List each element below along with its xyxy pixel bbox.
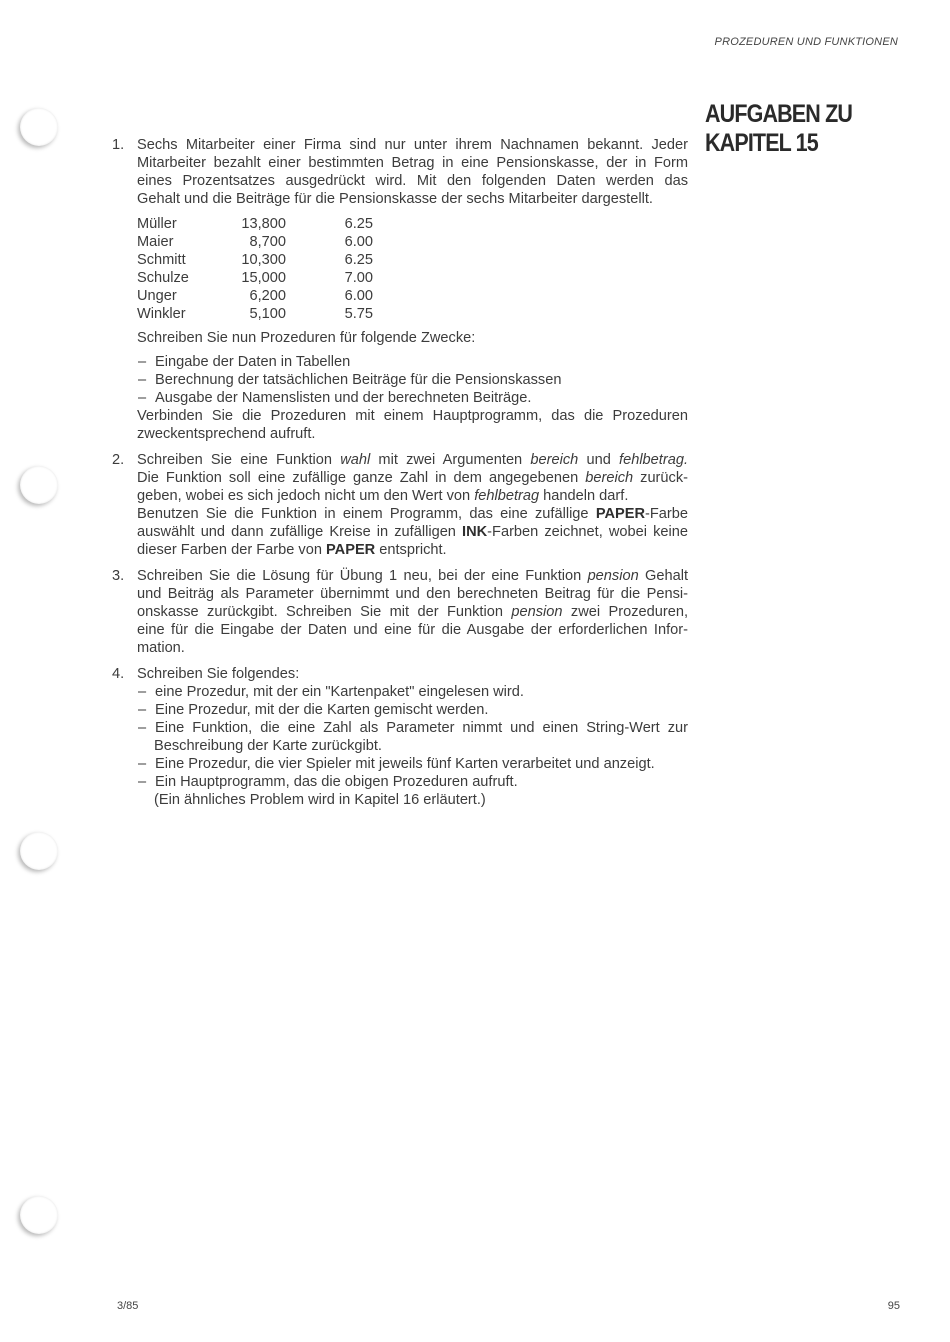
paragraph-line: zweckentsprechend aufruft. [137,426,316,442]
paragraph-line: Schreiben Sie eine Funktion wahl mit zwei Argumenten bereich und fehlbetrag. [137,452,688,468]
paragraph-line: eine für die Eingabe der Daten und eine für die Ausgabe der erforderlichen Infor- [137,622,688,638]
chapter-exercises-title [705,100,852,158]
salary-cell: 13,800 [241,216,286,232]
salary-cell: 10,300 [241,252,286,268]
salary-cell: 15,000 [241,270,286,286]
employee-name: Schulze [137,270,189,286]
list-item: – Berechnung der tatsächlichen Beiträge für die Pensionskassen [138,372,562,388]
paragraph-line: eines Prozentsatzes ausgedrückt wird. Mit den folgenden Daten werden das [137,173,688,189]
paragraph-line: mation. [137,640,185,656]
exercise-number: 1. [112,137,125,153]
table-row [137,305,373,323]
punch-hole-4 [20,1196,58,1234]
paragraph-line: und Beiträg als Parameter übernimmt und den berechneten Beitrag für die Pensi- [137,586,688,602]
list-item: – Eingabe der Daten in Tabellen [138,354,351,370]
punch-hole-2 [20,466,58,504]
percent-cell: 6.25 [344,252,373,268]
paragraph-line: Verbinden Sie die Prozeduren mit einem Hauptprogramm, das die Prozeduren [137,408,688,424]
table-row [137,233,373,251]
list-item-continuation: Beschreibung der Karte zurückgibt. [154,738,382,754]
exercise-number: 3. [112,568,125,584]
exercise-3 [112,567,688,657]
exercise-2 [112,451,688,559]
employee-name: Schmitt [137,252,186,268]
employee-table [137,215,373,323]
paragraph-line: Schreiben Sie die Lösung für Übung 1 neu, bei der eine Funktion pension Gehalt [137,568,688,584]
percent-cell: 6.00 [344,234,373,250]
paragraph-line: Mitarbeiter bezahlt einer bestimmten Betrag in eine Pensionskasse, der in Form [137,155,688,171]
side-title-line1: AUFGABEN ZU [705,100,853,128]
punch-hole-3 [20,832,58,870]
percent-cell: 5.75 [344,306,373,322]
list-item: – Eine Prozedur, die vier Spieler mit jeweils fünf Karten verarbeitet und anzeigt. [138,756,655,772]
paragraph-line: dieser Farben der Farbe von PAPER entspricht. [137,542,447,558]
employee-name: Winkler [137,306,186,322]
side-title-line2: KAPITEL 15 [705,129,818,157]
exercise-number: 2. [112,452,125,468]
paragraph-line: Die Funktion soll eine zufällige ganze Zahl in dem angegebenen bereich zurück- [137,470,688,486]
employee-name: Unger [137,288,177,304]
list-item: – Eine Prozedur, mit der die Karten gemischt werden. [138,702,489,718]
paragraph-line: Schreiben Sie folgendes: [137,666,300,682]
list-item: – eine Prozedur, mit der ein "Kartenpaket" eingelesen wird. [138,684,524,700]
percent-cell: 7.00 [344,270,373,286]
list-item: – Ausgabe der Namenslisten und der berechneten Beiträge. [138,390,532,406]
procedures-lead: Schreiben Sie nun Prozeduren für folgende Zwecke: [137,330,476,346]
salary-cell: 5,100 [249,306,286,322]
exercise-1 [112,136,688,443]
page-number: 95 [887,1300,900,1312]
paragraph-line: Sechs Mitarbeiter einer Firma sind nur unter ihrem Nachnamen bekannt. Jeder [137,137,688,153]
table-row [137,269,373,287]
table-row [137,287,373,305]
exercise-list [112,136,688,817]
employee-name: Müller [137,216,177,232]
paragraph-line: Gehalt und die Beiträge für die Pensionskasse der sechs Mitarbeiter dargestellt. [137,191,653,207]
employee-name: Maier [137,234,174,250]
list-item: – Eine Funktion, die eine Zahl als Parameter nimmt und einen String-Wert zur [138,720,688,736]
salary-cell: 8,700 [249,234,286,250]
paragraph-line: onskasse zurückgibt. Schreiben Sie mit der Funktion pension zwei Prozeduren, [137,604,689,620]
table-row [137,251,373,269]
list-item: – Ein Hauptprogramm, das die obigen Prozeduren aufruft. [138,774,518,790]
exercise-number: 4. [112,666,125,682]
salary-cell: 6,200 [249,288,286,304]
note: (Ein ähnliches Problem wird in Kapitel 16 erläutert.) [154,792,486,808]
running-head: PROZEDUREN UND FUNKTIONEN [714,36,898,48]
percent-cell: 6.25 [344,216,373,232]
percent-cell: 6.00 [344,288,373,304]
paragraph-line: geben, wobei es sich jedoch nicht um den Wert von fehlbetrag handeln darf. [137,488,629,504]
exercise-4 [112,665,688,809]
punch-hole-1 [20,108,58,146]
table-row [137,215,373,233]
paragraph-line: Benutzen Sie die Funktion in einem Programm, das eine zufällige PAPER-Farbe [137,506,688,522]
paragraph-line: auswählt und dann zufällige Kreise in zufälligen INK-Farben zeichnet, wobei keine [137,524,688,540]
edition-label: 3/85 [117,1300,139,1312]
